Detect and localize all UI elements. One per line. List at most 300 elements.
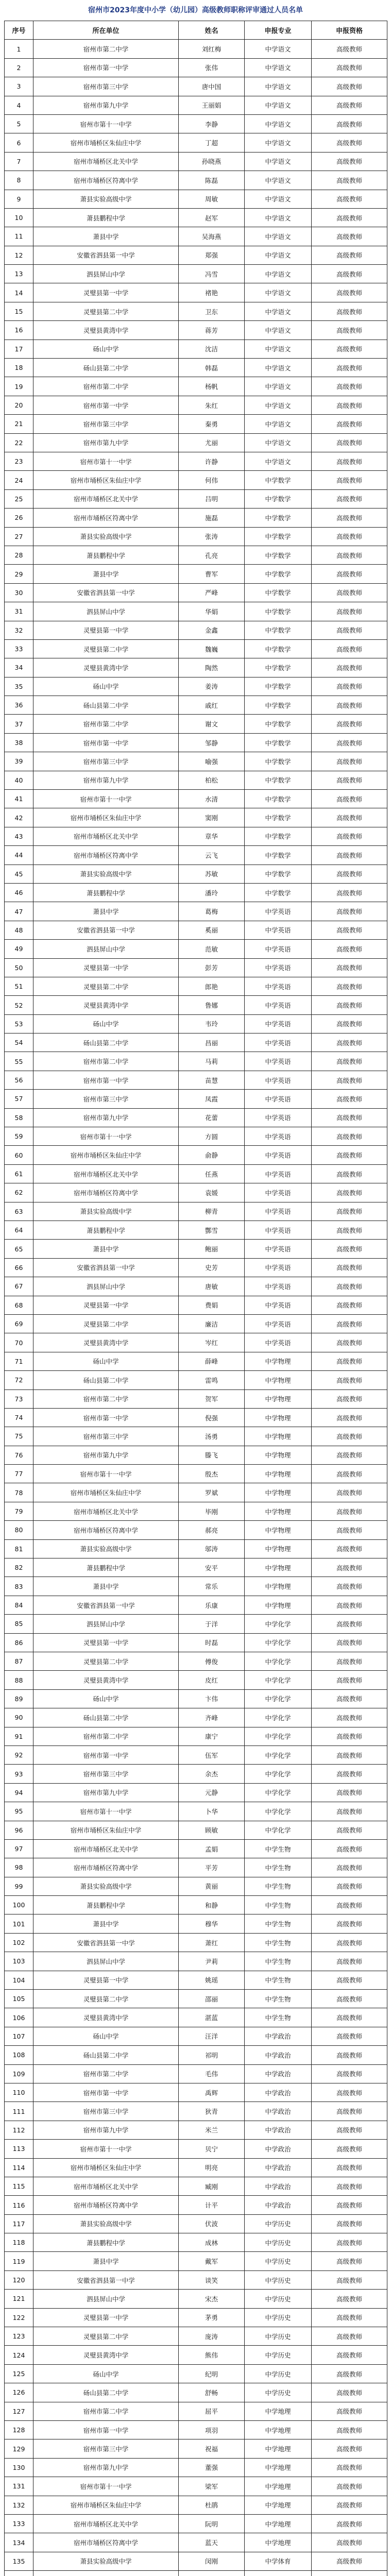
cell-name: 雷鸣: [179, 1371, 245, 1389]
cell-seq: 8: [5, 171, 33, 190]
table-row: [5, 2514, 387, 2533]
cell-major: 中学数学: [245, 583, 312, 602]
cell-name: 闵刚: [179, 2552, 245, 2570]
cell-unit: 宿州市埇桥区朱仙庄中学: [33, 808, 179, 827]
cell-qualification: 高级教师: [312, 1240, 387, 1258]
cell-unit: 灵璧县第二中学: [33, 302, 179, 320]
cell-qualification: 高级教师: [312, 1127, 387, 1146]
cell-name: 熊伟: [179, 2346, 245, 2364]
table-row: [5, 808, 387, 827]
table-row: [5, 996, 387, 1014]
cell-name: 郎艳: [179, 977, 245, 995]
cell-major: 中学政治: [245, 2027, 312, 2045]
cell-major: 中学生物: [245, 1990, 312, 2008]
cell-unit: 萧县实验高级中学: [33, 865, 179, 883]
cell-major: 中学化学: [245, 1765, 312, 1783]
cell-qualification: 高级教师: [312, 1258, 387, 1277]
cell-seq: 67: [5, 1277, 33, 1296]
table-row: [5, 1877, 387, 1895]
cell-seq: 130: [5, 2458, 33, 2477]
table-row: [5, 1596, 387, 1614]
cell-qualification: 高级教师: [312, 2158, 387, 2177]
cell-unit: 宿州市第二中学: [33, 2064, 179, 2083]
cell-name: 水清: [179, 790, 245, 808]
cell-qualification: 高级教师: [312, 359, 387, 377]
cell-major: 中学政治: [245, 2158, 312, 2177]
cell-major: 中学历史: [245, 2252, 312, 2270]
cell-seq: 107: [5, 2027, 33, 2045]
cell-seq: 35: [5, 677, 33, 696]
cell-unit: 宿州市第二中学: [33, 1052, 179, 1071]
cell-name: 安平: [179, 1558, 245, 1577]
cell-unit: 萧县中学: [33, 902, 179, 921]
cell-seq: 126: [5, 2383, 33, 2402]
table-row: [5, 2177, 387, 2195]
cell-seq: 112: [5, 2121, 33, 2139]
cell-name: 严峰: [179, 583, 245, 602]
cell-name: 于洋: [179, 1615, 245, 1633]
cell-unit: 安徽省泗县第一中学: [33, 2270, 179, 2289]
table-row: [5, 1652, 387, 1670]
cell-qualification: 高级教师: [312, 2252, 387, 2270]
cell-unit: 灵璧县黄湾中学: [33, 658, 179, 677]
table-row: [5, 2214, 387, 2233]
cell-qualification: 高级教师: [312, 190, 387, 208]
cell-qualification: 高级教师: [312, 865, 387, 883]
cell-unit: 灵璧县黄湾中学: [33, 2008, 179, 2027]
cell-major: 中学历史: [245, 2233, 312, 2252]
cell-major: 中学语文: [245, 283, 312, 302]
cell-name: 元静: [179, 1783, 245, 1802]
cell-qualification: 高级教师: [312, 1052, 387, 1071]
table-row: [5, 1671, 387, 1689]
cell-major: 中学英语: [245, 977, 312, 995]
cell-major: 中学政治: [245, 2196, 312, 2214]
cell-unit: 砀山县第二中学: [33, 2046, 179, 2064]
cell-qualification: 高级教师: [312, 1427, 387, 1446]
cell-unit: 宿州市埇桥区符离中学: [33, 2533, 179, 2552]
cell-qualification: 高级教师: [312, 433, 387, 452]
cell-name: 任燕: [179, 1164, 245, 1183]
cell-seq: 46: [5, 883, 33, 902]
cell-major: 中学生物: [245, 1877, 312, 1895]
cell-major: 中学数学: [245, 752, 312, 771]
table-row: [5, 208, 387, 227]
cell-qualification: 高级教师: [312, 471, 387, 489]
cell-qualification: 高级教师: [312, 152, 387, 171]
table-row: [5, 790, 387, 808]
cell-name: 齐峰: [179, 1708, 245, 1727]
cell-seq: 94: [5, 1783, 33, 1802]
cell-major: 中学英语: [245, 1071, 312, 1089]
cell-unit: 宿州市第十一中学: [33, 1127, 179, 1146]
cell-qualification: 高级教师: [312, 658, 387, 677]
table-row: [5, 2158, 387, 2177]
cell-major: 中学数学: [245, 677, 312, 696]
table-row: [5, 2308, 387, 2327]
table-row: [5, 1296, 387, 1314]
cell-name: 明亮: [179, 2158, 245, 2177]
cell-seq: 21: [5, 415, 33, 433]
table-row: [5, 2458, 387, 2477]
cell-major: 中学物理: [245, 1371, 312, 1389]
cell-unit: 宿州市第一中学: [33, 2421, 179, 2439]
cell-major: 中学数学: [245, 846, 312, 865]
cell-qualification: 高级教师: [312, 1990, 387, 2008]
cell-name: 邬涛: [179, 1539, 245, 1558]
cell-name: 祁明: [179, 2046, 245, 2064]
cell-unit: 砀山县第二中学: [33, 1371, 179, 1389]
cell-unit: 宿州市第三中学: [33, 1090, 179, 1108]
cell-seq: 48: [5, 921, 33, 939]
cell-seq: 70: [5, 1333, 33, 1352]
cell-name: 薛峰: [179, 1352, 245, 1370]
cell-major: 中学化学: [245, 1802, 312, 1821]
cell-unit: 萧县鹏程中学: [33, 208, 179, 227]
table-row: [5, 1952, 387, 1971]
table-row: [5, 1427, 387, 1446]
cell-unit: 灵璧县第一中学: [33, 283, 179, 302]
cell-seq: 29: [5, 565, 33, 583]
cell-qualification: 高级教师: [312, 2027, 387, 2045]
cell-name: 殷杰: [179, 1465, 245, 1483]
table-row: [5, 2252, 387, 2270]
cell-major: 中学数学: [245, 621, 312, 639]
cell-unit: 宿州市第三中学: [33, 1427, 179, 1446]
cell-qualification: 高级教师: [312, 2233, 387, 2252]
table-row: [5, 1446, 387, 1464]
cell-qualification: 高级教师: [312, 1465, 387, 1483]
cell-name: 史芳: [179, 1258, 245, 1277]
cell-unit: 宿州市埇桥区符离中学: [33, 1183, 179, 1202]
cell-name: 姚瑶: [179, 1971, 245, 1989]
cell-major: 中学化学: [245, 1652, 312, 1670]
table-row: [5, 1521, 387, 1539]
table-row: [5, 1783, 387, 1802]
cell-seq: 16: [5, 321, 33, 340]
table-row: [5, 958, 387, 977]
cell-unit: 宿州市第二中学: [33, 377, 179, 396]
cell-seq: 57: [5, 1090, 33, 1108]
cell-name: 赵军: [179, 208, 245, 227]
cell-unit: 宿州市第十一中学: [33, 790, 179, 808]
table-row: [5, 1164, 387, 1183]
cell-major: 中学语文: [245, 133, 312, 152]
cell-seq: 1: [5, 40, 33, 58]
table-row: [5, 509, 387, 527]
table-row: [5, 1633, 387, 1652]
cell-qualification: 高级教师: [312, 1652, 387, 1670]
table-row: [5, 1221, 387, 1240]
cell-major: 中学地理: [245, 2458, 312, 2477]
table-row: [5, 752, 387, 771]
cell-qualification: 高级教师: [312, 1221, 387, 1240]
cell-unit: 泗县屏山中学: [33, 1277, 179, 1296]
cell-seq: 115: [5, 2177, 33, 2195]
cell-name: 顾敏: [179, 1821, 245, 1839]
cell-qualification: 高级教师: [312, 1615, 387, 1633]
cell-major: 中学历史: [245, 2364, 312, 2383]
table-row: [5, 639, 387, 658]
cell-qualification: 高级教师: [312, 2008, 387, 2027]
table-row: [5, 733, 387, 752]
cell-seq: 32: [5, 621, 33, 639]
cell-qualification: 高级教师: [312, 1483, 387, 1502]
cell-qualification: 高级教师: [312, 77, 387, 96]
table-row: [5, 433, 387, 452]
cell-major: 中学物理: [245, 1577, 312, 1596]
cell-seq: 127: [5, 2402, 33, 2420]
cell-unit: 灵璧县第二中学: [33, 1990, 179, 2008]
cell-unit: 砀山中学: [33, 2364, 179, 2383]
cell-unit: 灵璧县第一中学: [33, 1633, 179, 1652]
table-row: [5, 546, 387, 564]
cell-unit: 萧县中学: [33, 2252, 179, 2270]
cell-unit: 砀山县第二中学: [33, 696, 179, 715]
cell-unit: 灵璧县第一中学: [33, 621, 179, 639]
cell-qualification: 高级教师: [312, 1502, 387, 1520]
table-row: [5, 2346, 387, 2364]
cell-major: 中学英语: [245, 1090, 312, 1108]
cell-unit: 宿州市第一中学: [33, 733, 179, 752]
cell-qualification: 高级教师: [312, 283, 387, 302]
cell-major: 中学生物: [245, 1858, 312, 1877]
cell-qualification: 高级教师: [312, 2214, 387, 2233]
cell-name: 项羽: [179, 2421, 245, 2439]
cell-unit: 灵璧县第一中学: [33, 1296, 179, 1314]
cell-unit: 宿州市埇桥区北关中学: [33, 2177, 179, 2195]
cell-major: 中学语文: [245, 321, 312, 340]
table-row: [5, 1990, 387, 2008]
cell-major: 中学化学: [245, 1727, 312, 1745]
cell-unit: 宿州市第二中学: [33, 2402, 179, 2420]
table-row: [5, 1033, 387, 1052]
table-row: [5, 377, 387, 396]
cell-qualification: 高级教师: [312, 1183, 387, 1202]
cell-seq: 123: [5, 2327, 33, 2346]
cell-seq: 89: [5, 1689, 33, 1708]
cell-name: 平芳: [179, 1858, 245, 1877]
table-row: [5, 827, 387, 845]
cell-qualification: 高级教师: [312, 2064, 387, 2083]
cell-qualification: 高级教师: [312, 1446, 387, 1464]
cell-unit: 宿州市埇桥区符离中学: [33, 1521, 179, 1539]
cell-name: 潘玲: [179, 883, 245, 902]
cell-name: 乐康: [179, 1596, 245, 1614]
cell-seq: 97: [5, 1839, 33, 1858]
cell-name: 成林: [179, 2233, 245, 2252]
cell-unit: 宿州市埇桥区北关中学: [33, 827, 179, 845]
cell-qualification: 高级教师: [312, 977, 387, 995]
cell-major: 中学政治: [245, 2102, 312, 2121]
cell-unit: 宿州市第一中学: [33, 1071, 179, 1089]
cell-major: 中学语文: [245, 452, 312, 470]
table-row: [5, 1727, 387, 1745]
cell-seq: 118: [5, 2233, 33, 2252]
cell-qualification: 高级教师: [312, 114, 387, 133]
cell-major: 中学物理: [245, 1408, 312, 1427]
cell-name: 穆华: [179, 1914, 245, 1933]
cell-unit: 泗县屏山中学: [33, 1952, 179, 1971]
cell-name: 韩磊: [179, 359, 245, 377]
cell-major: 中学数学: [245, 715, 312, 733]
cell-name: 湛蓝: [179, 2008, 245, 2027]
cell-name: 尤丽: [179, 433, 245, 452]
cell-major: 中学语文: [245, 340, 312, 358]
cell-major: 中学英语: [245, 996, 312, 1014]
cell-unit: 宿州市埇桥区朱仙庄中学: [33, 1821, 179, 1839]
cell-qualification: 高级教师: [312, 396, 387, 414]
cell-seq: 90: [5, 1708, 33, 1727]
cell-qualification: 高级教师: [312, 2458, 387, 2477]
cell-name: 卜华: [179, 1802, 245, 1821]
cell-major: 中学英语: [245, 1052, 312, 1071]
cell-qualification: 高级教师: [312, 2177, 387, 2195]
cell-unit: 宿州市第十一中学: [33, 2140, 179, 2158]
cell-seq: 93: [5, 1765, 33, 1783]
cell-major: 中学数学: [245, 790, 312, 808]
cell-major: 中学语文: [245, 96, 312, 114]
table-row: [5, 2552, 387, 2570]
cell-seq: 51: [5, 977, 33, 995]
table-row: [5, 1408, 387, 1427]
table-row: [5, 2140, 387, 2158]
cell-name: 郝亮: [179, 1521, 245, 1539]
cell-seq: 60: [5, 1146, 33, 1164]
cell-unit: 萧县鹏程中学: [33, 1896, 179, 1914]
cell-unit: 萧县中学: [33, 1914, 179, 1933]
cell-unit: 宿州市埇桥区符离中学: [33, 171, 179, 190]
cell-unit: 萧县实验高级中学: [33, 1539, 179, 1558]
cell-name: 许静: [179, 452, 245, 470]
cell-seq: 2: [5, 58, 33, 77]
cell-major: 中学英语: [245, 1296, 312, 1314]
cell-seq: 87: [5, 1652, 33, 1670]
cell-major: 中学数学: [245, 883, 312, 902]
table-row: [5, 321, 387, 340]
cell-qualification: 高级教师: [312, 790, 387, 808]
cell-major: 中学物理: [245, 1558, 312, 1577]
cell-unit: 安徽省泗县第一中学: [33, 1933, 179, 1952]
cell-seq: 121: [5, 2290, 33, 2308]
cell-major: 中学数学: [245, 696, 312, 715]
cell-seq: 66: [5, 1258, 33, 1277]
cell-seq: 101: [5, 1914, 33, 1933]
cell-seq: 82: [5, 1558, 33, 1577]
cell-unit: 灵璧县第一中学: [33, 958, 179, 977]
table-row: [5, 1839, 387, 1858]
table-row: [5, 96, 387, 114]
cell-major: 中学地理: [245, 2421, 312, 2439]
cell-major: 中学物理: [245, 1427, 312, 1446]
table-row: [5, 621, 387, 639]
cell-unit: 宿州市埇桥区北关中学: [33, 489, 179, 508]
table-row: [5, 1858, 387, 1877]
cell-name: 喻强: [179, 752, 245, 771]
cell-major: 中学语文: [245, 171, 312, 190]
cell-major: 中学化学: [245, 1689, 312, 1708]
cell-seq: 58: [5, 1108, 33, 1127]
cell-name: 秦勇: [179, 415, 245, 433]
cell-seq: 33: [5, 639, 33, 658]
table-row: [5, 1352, 387, 1370]
cell-qualification: 高级教师: [312, 1408, 387, 1427]
cell-qualification: 高级教师: [312, 2270, 387, 2289]
cell-unit: 灵璧县第二中学: [33, 977, 179, 995]
cell-unit: 宿州市埇桥区朱仙庄中学: [33, 1146, 179, 1164]
cell-qualification: 高级教师: [312, 808, 387, 827]
cell-qualification: 高级教师: [312, 902, 387, 921]
cell-qualification: 高级教师: [312, 696, 387, 715]
cell-name: 云飞: [179, 846, 245, 865]
cell-seq: 76: [5, 1446, 33, 1464]
cell-seq: 10: [5, 208, 33, 227]
cell-seq: 11: [5, 227, 33, 246]
cell-unit: 宿州市埇桥区北关中学: [33, 1502, 179, 1520]
cell-seq: 122: [5, 2308, 33, 2327]
table-row: [5, 40, 387, 58]
cell-qualification: 高级教师: [312, 2477, 387, 2496]
table-row: [5, 2064, 387, 2083]
cell-unit: 宿州市第一中学: [33, 2083, 179, 2102]
cell-name: 花蕾: [179, 1108, 245, 1127]
header-seq: 序号: [5, 21, 33, 40]
table-row: [5, 658, 387, 677]
cell-name: 屈平: [179, 2402, 245, 2420]
cell-major: 中学数学: [245, 771, 312, 789]
cell-major: 中学历史: [245, 2290, 312, 2308]
cell-major: 中学语文: [245, 227, 312, 246]
cell-name: 蓝天: [179, 2533, 245, 2552]
cell-seq: 83: [5, 1577, 33, 1596]
cell-qualification: 高级教师: [312, 639, 387, 658]
table-row: [5, 114, 387, 133]
cell-name: 葛梅: [179, 902, 245, 921]
cell-major: 中学语文: [245, 77, 312, 96]
cell-seq: 24: [5, 471, 33, 489]
cell-major: 中学地理: [245, 2533, 312, 2552]
cell-seq: 85: [5, 1615, 33, 1633]
cell-seq: 25: [5, 489, 33, 508]
cell-major: 中学英语: [245, 1183, 312, 1202]
cell-seq: 26: [5, 509, 33, 527]
table-row: [5, 883, 387, 902]
cell-seq: 23: [5, 452, 33, 470]
cell-seq: 45: [5, 865, 33, 883]
cell-seq: 38: [5, 733, 33, 752]
cell-qualification: 高级教师: [312, 1745, 387, 1764]
cell-qualification: 高级教师: [312, 1596, 387, 1614]
cell-name: 凤霞: [179, 1090, 245, 1108]
cell-seq: 13: [5, 265, 33, 283]
cell-unit: 安徽省泗县第一中学: [33, 921, 179, 939]
cell-seq: 20: [5, 396, 33, 414]
cell-qualification: 高级教师: [312, 1314, 387, 1333]
table-row: [5, 2496, 387, 2514]
cell-name: 苏敏: [179, 865, 245, 883]
cell-major: 中学英语: [245, 1240, 312, 1258]
cell-name: 冯雪: [179, 265, 245, 283]
cell-major: 中学数学: [245, 471, 312, 489]
cell-seq: 40: [5, 771, 33, 789]
cell-seq: 71: [5, 1352, 33, 1370]
cell-unit: 宿州市第九中学: [33, 1108, 179, 1127]
table-row: [5, 1108, 387, 1127]
cell-unit: 萧县实验高级中学: [33, 1877, 179, 1895]
cell-qualification: 高级教师: [312, 1108, 387, 1127]
cell-major: 中学历史: [245, 2327, 312, 2346]
cell-qualification: 高级教师: [312, 1577, 387, 1596]
